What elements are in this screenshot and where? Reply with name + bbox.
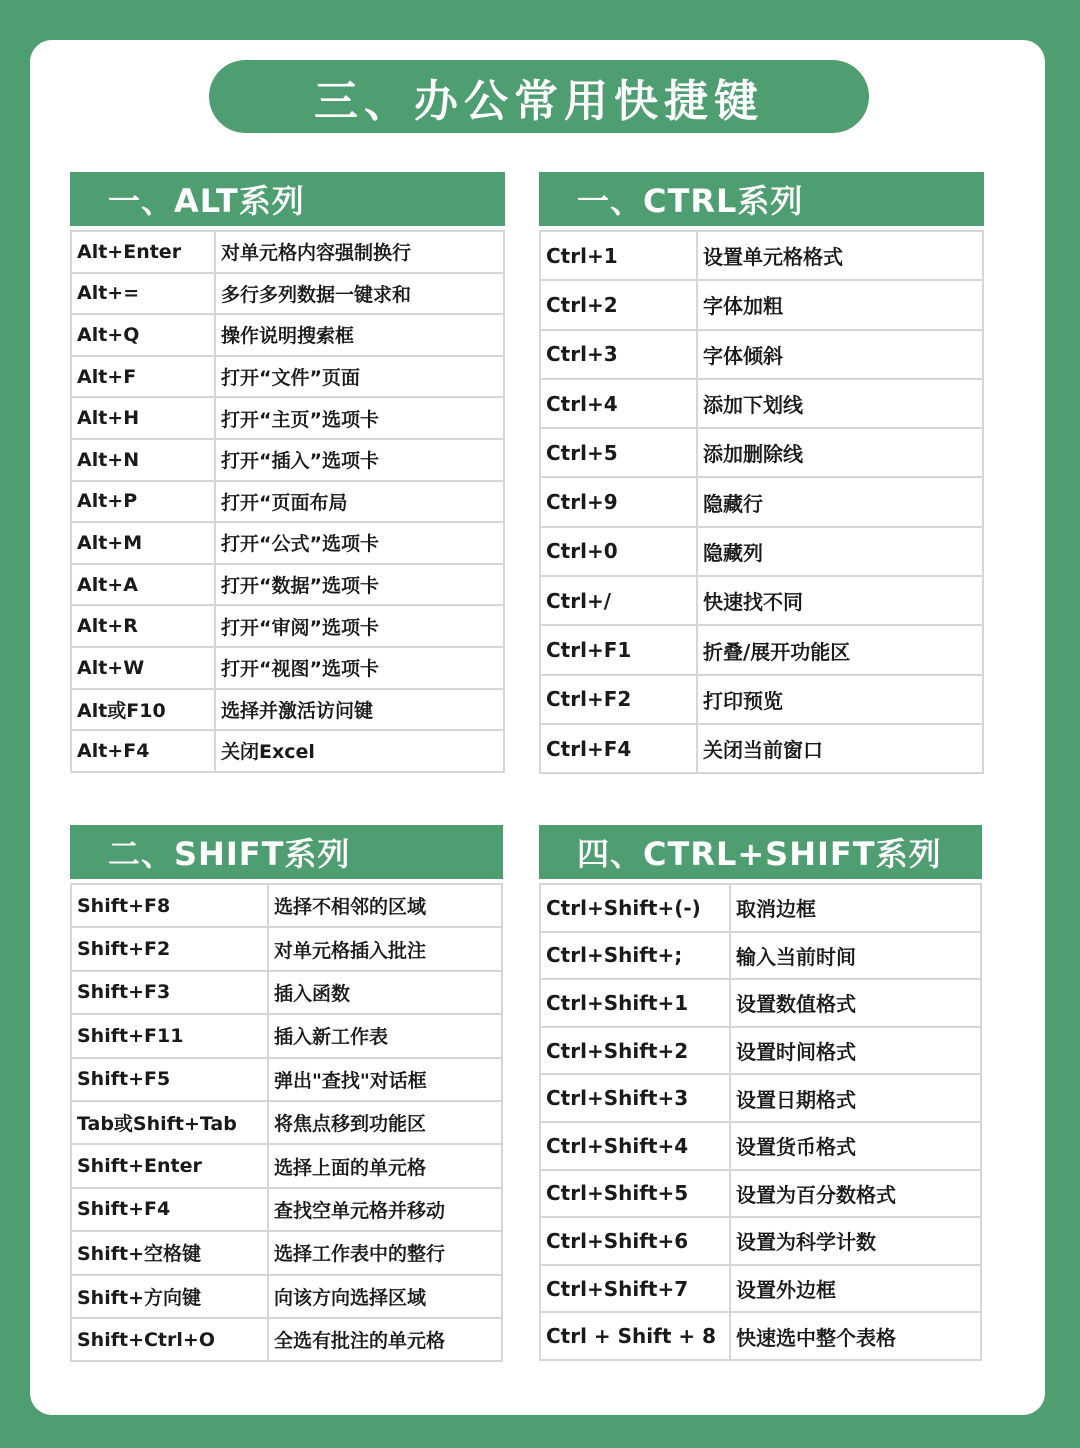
shortcut-description: 打开“公式”选项卡 [215,522,504,564]
shortcut-description: 关闭Excel [215,730,504,772]
table-row [71,927,502,970]
shortcut-key: Alt或F10 [71,689,215,731]
shortcut-key: Ctrl+Shift+5 [540,1170,730,1218]
shortcut-description: 输入当前时间 [730,932,981,980]
shortcut-description: 插入函数 [268,971,502,1014]
table-row [71,605,504,647]
shortcut-key: Shift+空格键 [71,1231,268,1274]
table-row [540,1265,981,1313]
table-row [540,428,983,477]
table-row [540,280,983,329]
shortcut-key: Alt+Q [71,314,215,356]
shortcut-key: Ctrl+5 [540,428,697,477]
shortcut-key: Ctrl+F1 [540,625,697,674]
shortcut-description: 字体倾斜 [697,330,983,379]
alt-shortcut-table [70,230,505,773]
shortcut-description: 打开“主页”选项卡 [215,397,504,439]
shortcut-description: 查找空单元格并移动 [268,1188,502,1231]
shortcut-key: Alt+F4 [71,730,215,772]
shortcut-description: 关闭当前窗口 [697,724,983,773]
shortcut-description: 设置货币格式 [730,1122,981,1170]
shortcut-key: Shift+F11 [71,1014,268,1057]
shortcut-key: Alt+A [71,564,215,606]
table-row [540,1027,981,1075]
shortcut-key: Ctrl+3 [540,330,697,379]
shortcut-description: 设置时间格式 [730,1027,981,1075]
shortcut-description: 选择上面的单元格 [268,1144,502,1187]
shortcut-description: 隐藏列 [697,527,983,576]
shortcut-key: Ctrl+F2 [540,675,697,724]
shortcut-description: 设置外边框 [730,1265,981,1313]
table-row [71,522,504,564]
ctrl-shortcut-table [539,230,984,774]
table-row [540,477,983,526]
shortcut-key: Tab或Shift+Tab [71,1101,268,1144]
table-row [540,231,983,280]
shortcut-key: Ctrl+4 [540,379,697,428]
shortcut-description: 添加删除线 [697,428,983,477]
shortcut-key: Alt+H [71,397,215,439]
table-row [540,884,981,932]
table-row [71,1275,502,1318]
table-row [540,330,983,379]
shift-section [70,825,503,1362]
table-row [540,979,981,1027]
shortcut-description: 将焦点移到功能区 [268,1101,502,1144]
shortcut-description: 打开“插入”选项卡 [215,439,504,481]
shortcut-key: Ctrl+Shift+3 [540,1074,730,1122]
shortcut-key: Alt+N [71,439,215,481]
shortcut-description: 选择不相邻的区域 [268,884,502,927]
shortcut-description: 打印预览 [697,675,983,724]
table-row [540,675,983,724]
shortcut-key: Ctrl+/ [540,576,697,625]
shortcut-key: Ctrl+0 [540,527,697,576]
shortcut-key: Ctrl+2 [540,280,697,329]
ctrl-section-header: 一、CTRL系列 [539,172,984,226]
table-row [71,884,502,927]
shortcut-key: Shift+Ctrl+O [71,1318,268,1361]
table-row [71,1318,502,1361]
shortcut-description: 选择工作表中的整行 [268,1231,502,1274]
shortcut-description: 对单元格插入批注 [268,927,502,970]
shortcut-key: Shift+F3 [71,971,268,1014]
table-row [71,397,504,439]
shortcut-description: 设置日期格式 [730,1074,981,1122]
table-row [71,273,504,315]
table-row [540,1312,981,1360]
shortcut-key: Ctrl+1 [540,231,697,280]
shortcut-description: 字体加粗 [697,280,983,329]
shortcut-description: 打开“视图”选项卡 [215,647,504,689]
table-row [540,576,983,625]
shortcut-description: 插入新工作表 [268,1014,502,1057]
shortcut-description: 打开“数据”选项卡 [215,564,504,606]
table-row [71,971,502,1014]
shortcut-key: Ctrl+Shift+(-) [540,884,730,932]
shortcut-description: 快速选中整个表格 [730,1312,981,1360]
table-row [71,1058,502,1101]
shortcut-description: 设置为科学计数 [730,1217,981,1265]
shortcut-description: 打开“页面布局 [215,481,504,523]
table-row [540,1217,981,1265]
table-row [71,1144,502,1187]
shortcut-key: Alt+Enter [71,231,215,273]
shortcut-key: Shift+F2 [71,927,268,970]
ctrl-section [539,172,984,774]
shortcut-description: 多行多列数据一键求和 [215,273,504,315]
alt-section-header: 一、ALT系列 [70,172,505,226]
table-row [540,932,981,980]
ctrl-shift-shortcut-table [539,883,982,1361]
shortcut-key: Ctrl+F4 [540,724,697,773]
table-row [540,625,983,674]
table-row [71,1101,502,1144]
table-row [540,724,983,773]
table-row [540,1122,981,1170]
shortcut-key: Shift+F4 [71,1188,268,1231]
table-row [540,527,983,576]
shortcut-description: 隐藏行 [697,477,983,526]
shortcut-key: Ctrl+Shift+7 [540,1265,730,1313]
shortcut-key: Ctrl+Shift+2 [540,1027,730,1075]
shortcut-key: Ctrl+Shift+1 [540,979,730,1027]
shortcut-description: 折叠/展开功能区 [697,625,983,674]
table-row [71,356,504,398]
shortcut-description: 打开“审阅”选项卡 [215,605,504,647]
shortcut-key: Alt+F [71,356,215,398]
shift-shortcut-table [70,883,503,1362]
shortcut-description: 快速找不同 [697,576,983,625]
table-row [71,564,504,606]
table-row [71,314,504,356]
shortcut-key: Shift+F8 [71,884,268,927]
page-title: 三、办公常用快捷键 [209,60,869,133]
table-row [540,379,983,428]
table-row [71,689,504,731]
shortcut-key: Ctrl+Shift+4 [540,1122,730,1170]
table-row [71,1231,502,1274]
ctrl-shift-section-header: 四、CTRL+SHIFT系列 [539,825,982,879]
shortcut-description: 向该方向选择区域 [268,1275,502,1318]
shortcut-description: 设置为百分数格式 [730,1170,981,1218]
shortcut-key: Shift+方向键 [71,1275,268,1318]
table-row [71,647,504,689]
table-row [71,481,504,523]
table-row [71,439,504,481]
shortcut-key: Alt+W [71,647,215,689]
table-row [540,1074,981,1122]
shortcut-key: Shift+Enter [71,1144,268,1187]
ctrl-shift-section [539,825,982,1361]
shift-section-header: 二、SHIFT系列 [70,825,503,879]
shortcut-description: 操作说明搜索框 [215,314,504,356]
table-row [71,730,504,772]
shortcut-description: 打开“文件”页面 [215,356,504,398]
shortcut-description: 对单元格内容强制换行 [215,231,504,273]
table-row [540,1170,981,1218]
shortcut-description: 全选有批注的单元格 [268,1318,502,1361]
shortcut-key: Ctrl+Shift+; [540,932,730,980]
shortcut-description: 设置数值格式 [730,979,981,1027]
shortcut-description: 弹出"查找"对话框 [268,1058,502,1101]
shortcut-key: Alt+M [71,522,215,564]
shortcut-key: Alt+P [71,481,215,523]
shortcut-key: Ctrl + Shift + 8 [540,1312,730,1360]
table-row [71,1014,502,1057]
shortcut-key: Alt+R [71,605,215,647]
shortcut-key: Ctrl+Shift+6 [540,1217,730,1265]
shortcut-description: 设置单元格格式 [697,231,983,280]
alt-section [70,172,505,773]
shortcut-description: 选择并激活访问键 [215,689,504,731]
shortcut-key: Alt+= [71,273,215,315]
table-row [71,231,504,273]
shortcut-description: 添加下划线 [697,379,983,428]
shortcut-description: 取消边框 [730,884,981,932]
shortcut-key: Shift+F5 [71,1058,268,1101]
shortcut-key: Ctrl+9 [540,477,697,526]
table-row [71,1188,502,1231]
